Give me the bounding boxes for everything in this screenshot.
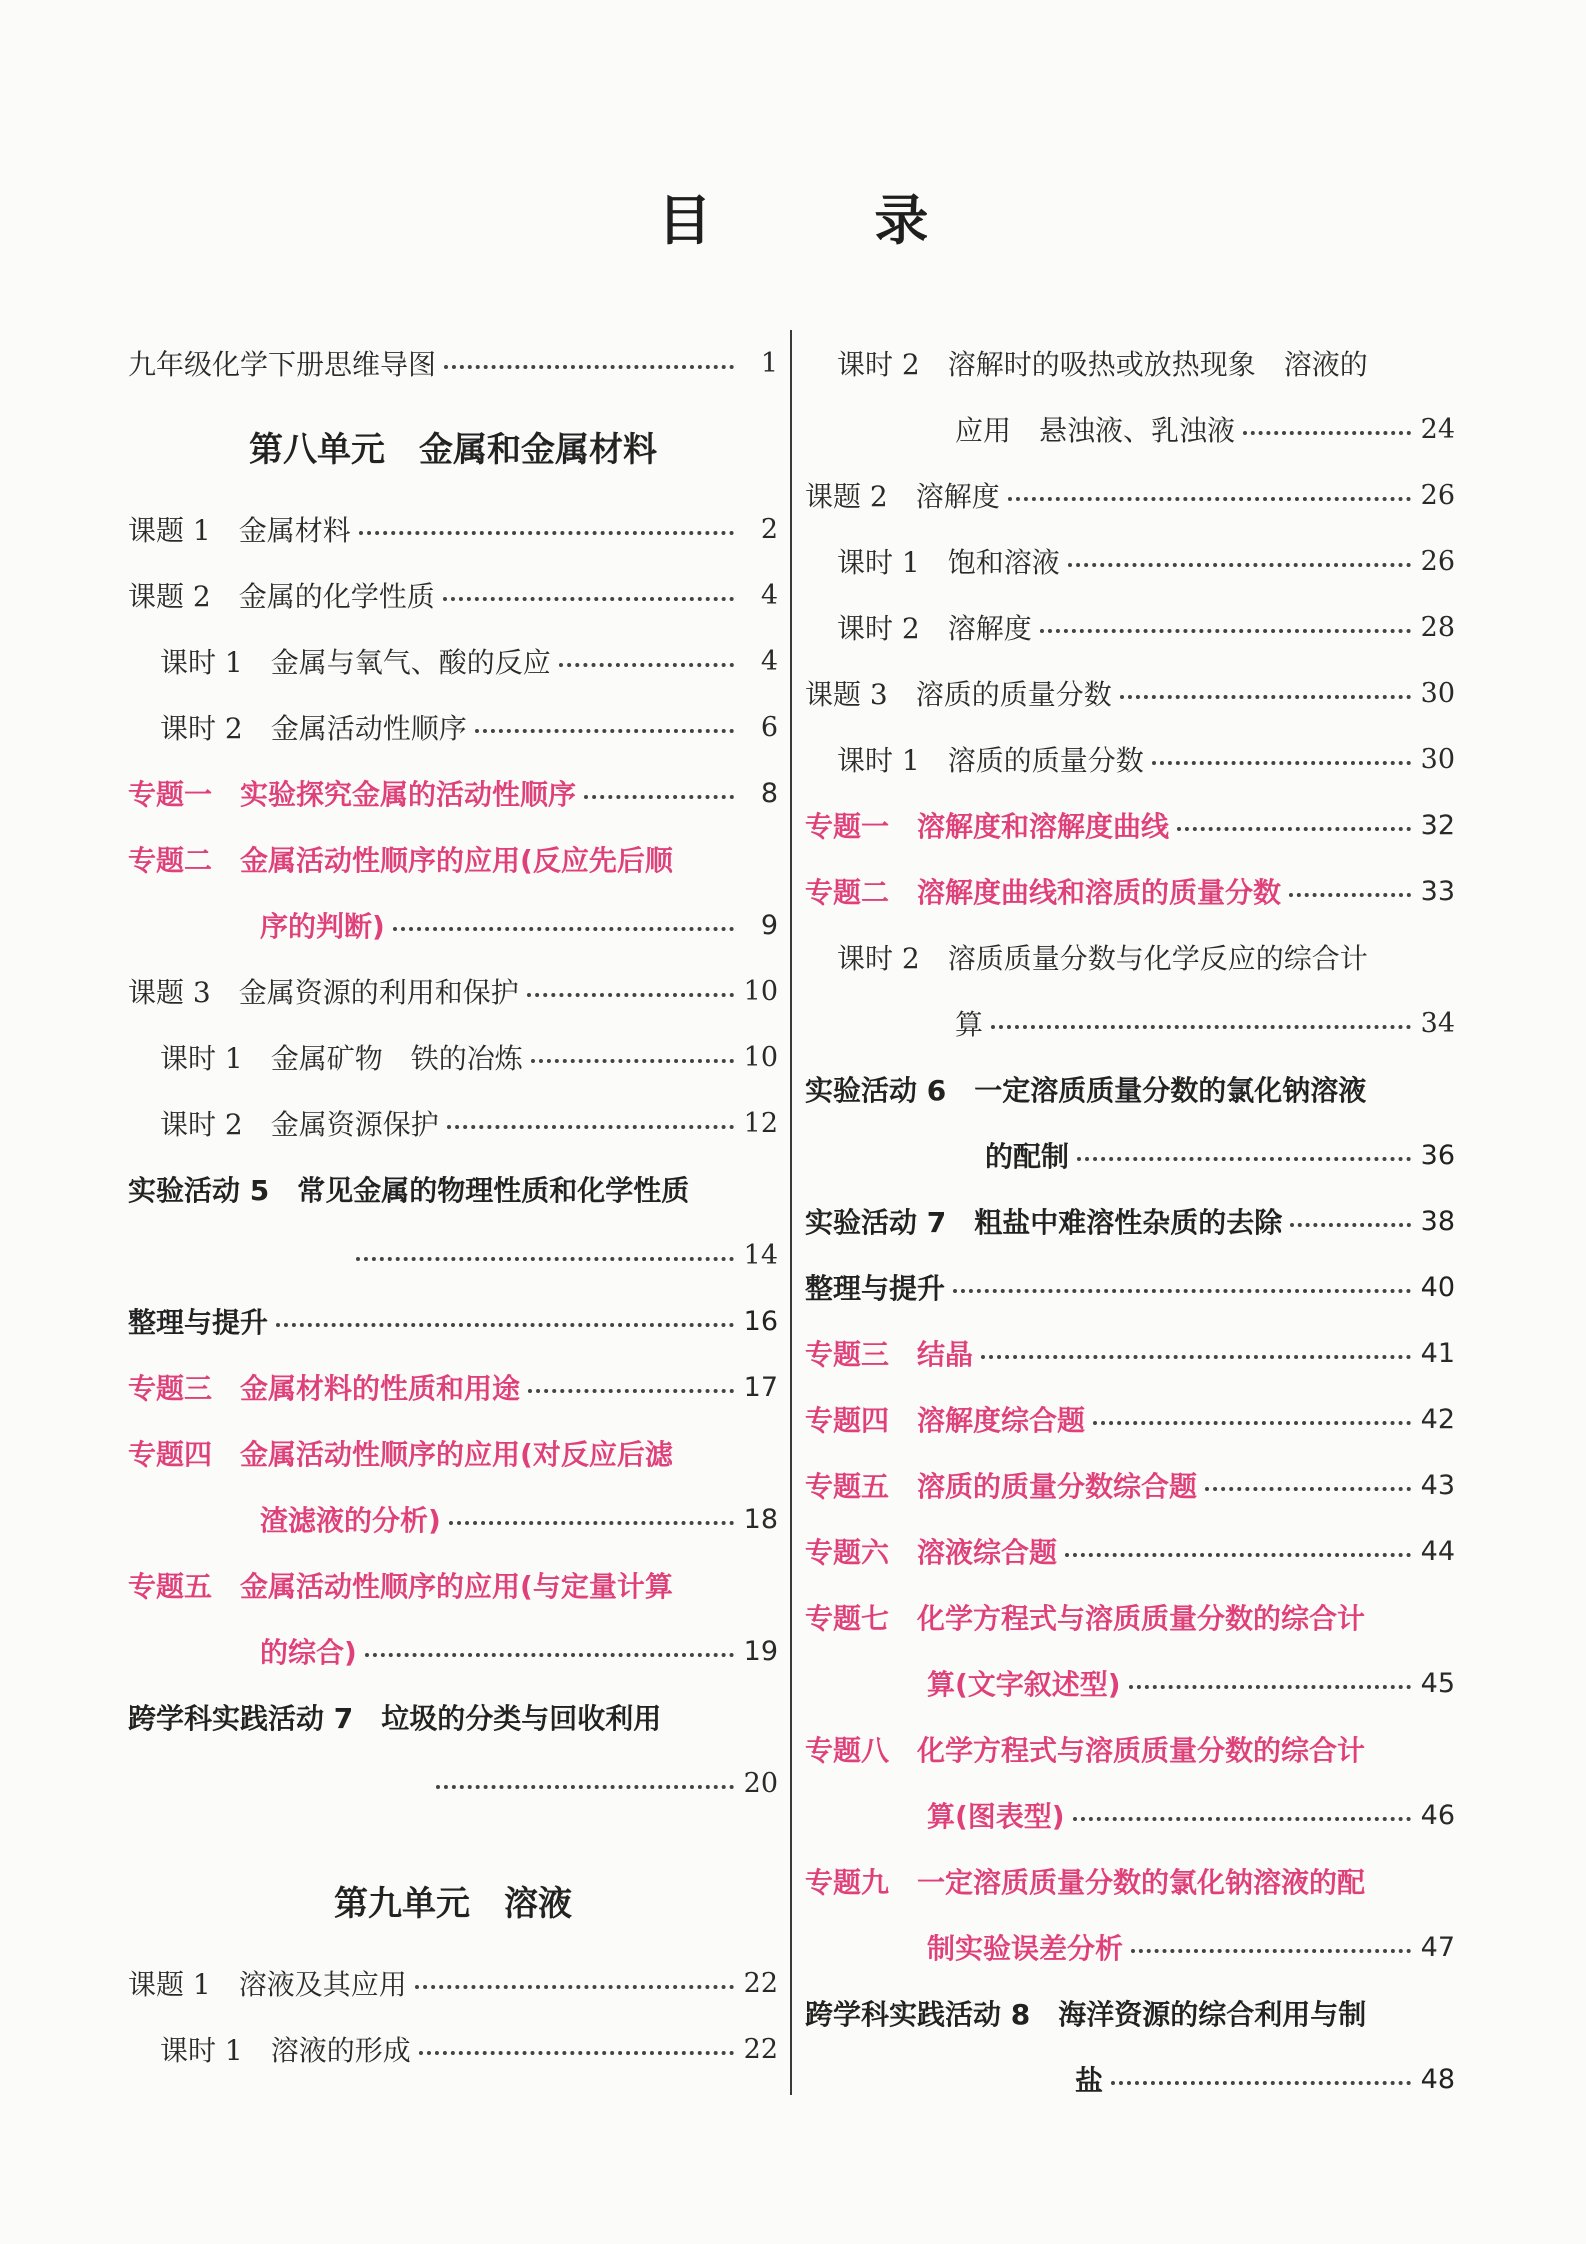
toc-entry-label: 课题 3 溶质的质量分数	[805, 678, 1112, 711]
page-number: 4	[760, 645, 778, 677]
dot-leader	[359, 531, 734, 535]
page-number: 34	[1420, 1007, 1455, 1039]
toc-entry[interactable]	[128, 628, 778, 694]
page-number: 36	[1420, 1139, 1455, 1171]
toc-entry-label: 跨学科实践活动 7 垃圾的分类与回收利用	[128, 1702, 662, 1735]
page-title: 目 录	[657, 189, 1001, 252]
dot-leader	[1040, 629, 1411, 633]
dot-leader	[443, 597, 734, 601]
toc-entry-continuation[interactable]	[805, 396, 1455, 462]
toc-entry-label: 金属材料的性质和用途	[240, 1372, 521, 1405]
toc-entry-label: 课题 2 金属的化学性质	[128, 580, 435, 613]
toc-entry-label: 结晶	[917, 1338, 974, 1371]
toc-entry[interactable]	[128, 330, 778, 396]
page-number: 24	[1420, 413, 1455, 445]
dot-leader	[527, 993, 734, 997]
page-number: 16	[743, 1305, 778, 1337]
topic-tag: 专题三	[128, 1372, 213, 1405]
page-number: 30	[1420, 677, 1455, 709]
dot-leader	[436, 1785, 734, 1789]
toc-entry-activity[interactable]	[805, 1056, 1455, 1122]
toc-entry[interactable]	[128, 562, 778, 628]
column-divider	[790, 330, 792, 2095]
page-number: 12	[743, 1107, 778, 1139]
toc-entry-label: 实验探究金属的活动性顺序	[240, 778, 577, 811]
dot-leader	[419, 2051, 734, 2055]
toc-entry-continuation[interactable]	[805, 2046, 1455, 2112]
page-number: 42	[1420, 1403, 1455, 1435]
toc-entry-topic[interactable]	[805, 1452, 1455, 1518]
toc-entry-label: 金属活动性顺序的应用(对反应后滤	[240, 1438, 673, 1471]
toc-entry-label: 整理与提升	[128, 1306, 269, 1339]
topic-tag: 专题五	[128, 1570, 213, 1603]
topic-tag: 专题九	[805, 1866, 890, 1899]
toc-entry-label-cont: 盐	[1075, 2064, 1104, 2097]
dot-leader	[1073, 1817, 1411, 1821]
toc-entry[interactable]	[805, 660, 1455, 726]
dot-leader	[1177, 827, 1411, 831]
toc-entry-label-cont: 的综合)	[260, 1636, 357, 1669]
toc-entry-label: 化学方程式与溶质质量分数的综合计	[917, 1734, 1366, 1767]
toc-entry[interactable]	[805, 1254, 1455, 1320]
dot-leader	[1111, 2081, 1411, 2085]
toc-entry[interactable]	[128, 694, 778, 760]
topic-tag: 专题四	[128, 1438, 213, 1471]
page-number: 14	[743, 1239, 778, 1271]
toc-entry[interactable]	[128, 1288, 778, 1354]
page-number: 17	[743, 1371, 778, 1403]
topic-tag: 专题七	[805, 1602, 890, 1635]
unit-heading-8	[128, 396, 778, 496]
dot-leader	[528, 1389, 734, 1393]
toc-entry-label-cont: 算	[955, 1008, 984, 1041]
dot-leader	[1131, 1949, 1411, 1953]
dot-leader	[531, 1059, 734, 1063]
toc-entry-label: 实验活动 6 一定溶质质量分数的氯化钠溶液	[805, 1074, 1367, 1107]
toc-entry-label: 溶质的质量分数综合题	[917, 1470, 1198, 1503]
page-number: 43	[1420, 1469, 1455, 1501]
page-number: 45	[1420, 1667, 1455, 1699]
toc-entry-label: 实验活动 7 粗盐中难溶性杂质的去除	[805, 1206, 1283, 1239]
page-number: 10	[743, 1041, 778, 1073]
toc-entry-label-cont: 渣滤液的分析)	[260, 1504, 441, 1537]
toc-entry-label: 课时 1 金属与氧气、酸的反应	[160, 646, 551, 679]
toc-entry-continuation[interactable]	[805, 1914, 1455, 1980]
toc-entry-topic[interactable]	[805, 1320, 1455, 1386]
topic-tag: 专题八	[805, 1734, 890, 1767]
toc-entry-topic[interactable]	[805, 792, 1455, 858]
dot-leader	[365, 1653, 734, 1657]
toc-entry-label-cont: 序的判断)	[260, 910, 385, 943]
page-number: 1	[760, 347, 778, 379]
toc-entry-label: 课时 2 金属资源保护	[160, 1108, 439, 1141]
toc-entry-label: 九年级化学下册思维导图	[128, 348, 437, 381]
toc-entry-label: 课时 2 溶解时的吸热或放热现象 溶液的	[837, 348, 1368, 381]
page-number: 38	[1420, 1205, 1455, 1237]
toc-entry-label: 溶解度和溶解度曲线	[917, 810, 1170, 843]
dot-leader	[356, 1257, 734, 1261]
page-number: 19	[743, 1635, 778, 1667]
toc-entry-label: 课题 3 金属资源的利用和保护	[128, 976, 519, 1009]
dot-leader	[991, 1025, 1411, 1029]
unit-heading-9	[128, 1850, 778, 1950]
dot-leader	[1129, 1685, 1411, 1689]
unit-number: 第八单元	[249, 429, 385, 470]
toc-entry-continuation[interactable]	[805, 1122, 1455, 1188]
toc-entry-label: 溶液综合题	[917, 1536, 1058, 1569]
dot-leader	[1290, 1223, 1411, 1227]
dot-leader	[1093, 1421, 1411, 1425]
dot-leader	[981, 1355, 1411, 1359]
dot-leader	[449, 1521, 734, 1525]
dot-leader	[444, 365, 734, 369]
page-number: 2	[760, 513, 778, 545]
toc-entry-label-cont: 算(图表型)	[927, 1800, 1065, 1833]
dot-leader	[276, 1323, 734, 1327]
toc-entry-label: 一定溶质质量分数的氯化钠溶液的配	[917, 1866, 1366, 1899]
toc-entry[interactable]	[805, 528, 1455, 594]
toc-entry-continuation[interactable]	[128, 1618, 778, 1684]
dot-leader	[1077, 1157, 1411, 1161]
page-number: 20	[743, 1767, 778, 1799]
dot-leader	[1243, 431, 1411, 435]
topic-tag: 专题五	[805, 1470, 890, 1503]
page-number: 44	[1420, 1535, 1455, 1567]
toc-entry-label: 溶解度曲线和溶质的质量分数	[917, 876, 1282, 909]
toc-entry-topic[interactable]	[805, 1518, 1455, 1584]
toc-entry-label: 课时 1 溶质的质量分数	[837, 744, 1144, 777]
toc-right-column	[805, 330, 1455, 2112]
page-number: 40	[1420, 1271, 1455, 1303]
toc-entry-continuation[interactable]	[128, 892, 778, 958]
toc-entry-label: 课题 2 溶解度	[805, 480, 1000, 513]
page-number: 10	[743, 975, 778, 1007]
toc-entry-topic[interactable]	[805, 1584, 1455, 1650]
page-number: 48	[1420, 2063, 1455, 2095]
toc-entry[interactable]	[805, 726, 1455, 792]
toc-entry-topic[interactable]	[805, 858, 1455, 924]
page-number: 47	[1420, 1931, 1455, 1963]
page-number: 46	[1420, 1799, 1455, 1831]
topic-tag: 专题三	[805, 1338, 890, 1371]
toc-entry-continuation[interactable]	[805, 1782, 1455, 1848]
toc-entry-label: 金属活动性顺序的应用(反应先后顺	[240, 844, 673, 877]
dot-leader	[447, 1125, 734, 1129]
toc-entry-label: 课时 1 溶液的形成	[160, 2034, 411, 2067]
dot-leader	[953, 1289, 1411, 1293]
toc-entry[interactable]	[128, 1024, 778, 1090]
page-number: 32	[1420, 809, 1455, 841]
dot-leader	[1068, 563, 1411, 567]
dot-leader	[415, 1985, 734, 1989]
toc-entry[interactable]	[128, 1950, 778, 2016]
page-number: 8	[760, 777, 778, 809]
toc-entry-label-cont: 的配制	[985, 1140, 1070, 1173]
page-number: 6	[760, 711, 778, 743]
toc-left-column	[128, 330, 778, 2082]
topic-tag: 专题六	[805, 1536, 890, 1569]
dot-leader	[1289, 893, 1411, 897]
unit-number: 第九单元	[334, 1883, 470, 1924]
toc-entry-label: 课题 1 溶液及其应用	[128, 1968, 407, 2001]
topic-tag: 专题一	[128, 778, 213, 811]
toc-entry-label: 课时 2 溶解度	[837, 612, 1032, 645]
toc-entry[interactable]	[128, 2016, 778, 2082]
topic-tag: 专题一	[805, 810, 890, 843]
toc-entry-continuation[interactable]	[128, 1750, 778, 1816]
unit-name: 金属和金属材料	[419, 429, 657, 470]
page-number: 41	[1420, 1337, 1455, 1369]
page-number: 26	[1420, 479, 1455, 511]
toc-entry-topic[interactable]	[128, 1552, 778, 1618]
toc-entry-label: 化学方程式与溶质质量分数的综合计	[917, 1602, 1366, 1635]
toc-entry-label-cont: 算(文字叙述型)	[927, 1668, 1121, 1701]
toc-entry-label: 课题 1 金属材料	[128, 514, 351, 547]
dot-leader	[1120, 695, 1411, 699]
toc-entry-continuation[interactable]	[805, 990, 1455, 1056]
toc-entry-activity[interactable]	[128, 1684, 778, 1750]
toc-entry-label: 课时 1 金属矿物 铁的冶炼	[160, 1042, 523, 1075]
topic-tag: 专题二	[128, 844, 213, 877]
toc-entry-label: 课时 1 饱和溶液	[837, 546, 1060, 579]
dot-leader	[559, 663, 734, 667]
toc-entry-topic[interactable]	[805, 1848, 1455, 1914]
toc-entry-activity[interactable]	[805, 1188, 1455, 1254]
toc-entry-label: 课时 2 溶质质量分数与化学反应的综合计	[837, 942, 1368, 975]
toc-entry-label-cont: 制实验误差分析	[927, 1932, 1124, 1965]
dot-leader	[1152, 761, 1411, 765]
dot-leader	[1008, 497, 1411, 501]
toc-entry[interactable]	[128, 496, 778, 562]
page-number: 26	[1420, 545, 1455, 577]
toc-entry[interactable]	[128, 1090, 778, 1156]
toc-entry[interactable]	[128, 958, 778, 1024]
toc-entry-label: 溶解度综合题	[917, 1404, 1086, 1437]
toc-entry-label: 整理与提升	[805, 1272, 946, 1305]
toc-entry[interactable]	[805, 330, 1455, 396]
page-number: 4	[760, 579, 778, 611]
toc-entry-activity[interactable]	[805, 1980, 1455, 2046]
toc-entry-topic[interactable]	[128, 826, 778, 892]
page-number: 22	[743, 2033, 778, 2065]
toc-entry-topic[interactable]	[128, 1354, 778, 1420]
unit-name: 溶液	[504, 1883, 572, 1924]
toc-entry[interactable]	[805, 924, 1455, 990]
toc-entry-label: 实验活动 5 常见金属的物理性质和化学性质	[128, 1174, 690, 1207]
topic-tag: 专题二	[805, 876, 890, 909]
toc-entry-continuation[interactable]	[128, 1222, 778, 1288]
dot-leader	[1205, 1487, 1411, 1491]
dot-leader	[1065, 1553, 1411, 1557]
toc-entry[interactable]	[805, 594, 1455, 660]
toc-entry[interactable]	[805, 462, 1455, 528]
topic-tag: 专题四	[805, 1404, 890, 1437]
toc-entry-topic[interactable]	[128, 760, 778, 826]
page-number: 33	[1420, 875, 1455, 907]
dot-leader	[475, 729, 734, 733]
toc-entry-label: 金属活动性顺序的应用(与定量计算	[240, 1570, 673, 1603]
toc-entry-topic[interactable]	[128, 1420, 778, 1486]
dot-leader	[393, 927, 734, 931]
page-number: 22	[743, 1967, 778, 1999]
page-number: 9	[760, 909, 778, 941]
toc-entry-label: 跨学科实践活动 8 海洋资源的综合利用与制	[805, 1998, 1367, 2031]
toc-entry-continuation[interactable]	[805, 1650, 1455, 1716]
toc-entry-label-cont: 应用 悬浊液、乳浊液	[955, 414, 1236, 447]
toc-entry-topic[interactable]	[805, 1716, 1455, 1782]
dot-leader	[584, 795, 734, 799]
page-number: 18	[743, 1503, 778, 1535]
toc-entry-continuation[interactable]	[128, 1486, 778, 1552]
toc-entry-activity[interactable]	[128, 1156, 778, 1222]
toc-entry-topic[interactable]	[805, 1386, 1455, 1452]
toc-entry-label: 课时 2 金属活动性顺序	[160, 712, 467, 745]
page-number: 28	[1420, 611, 1455, 643]
page-number: 30	[1420, 743, 1455, 775]
